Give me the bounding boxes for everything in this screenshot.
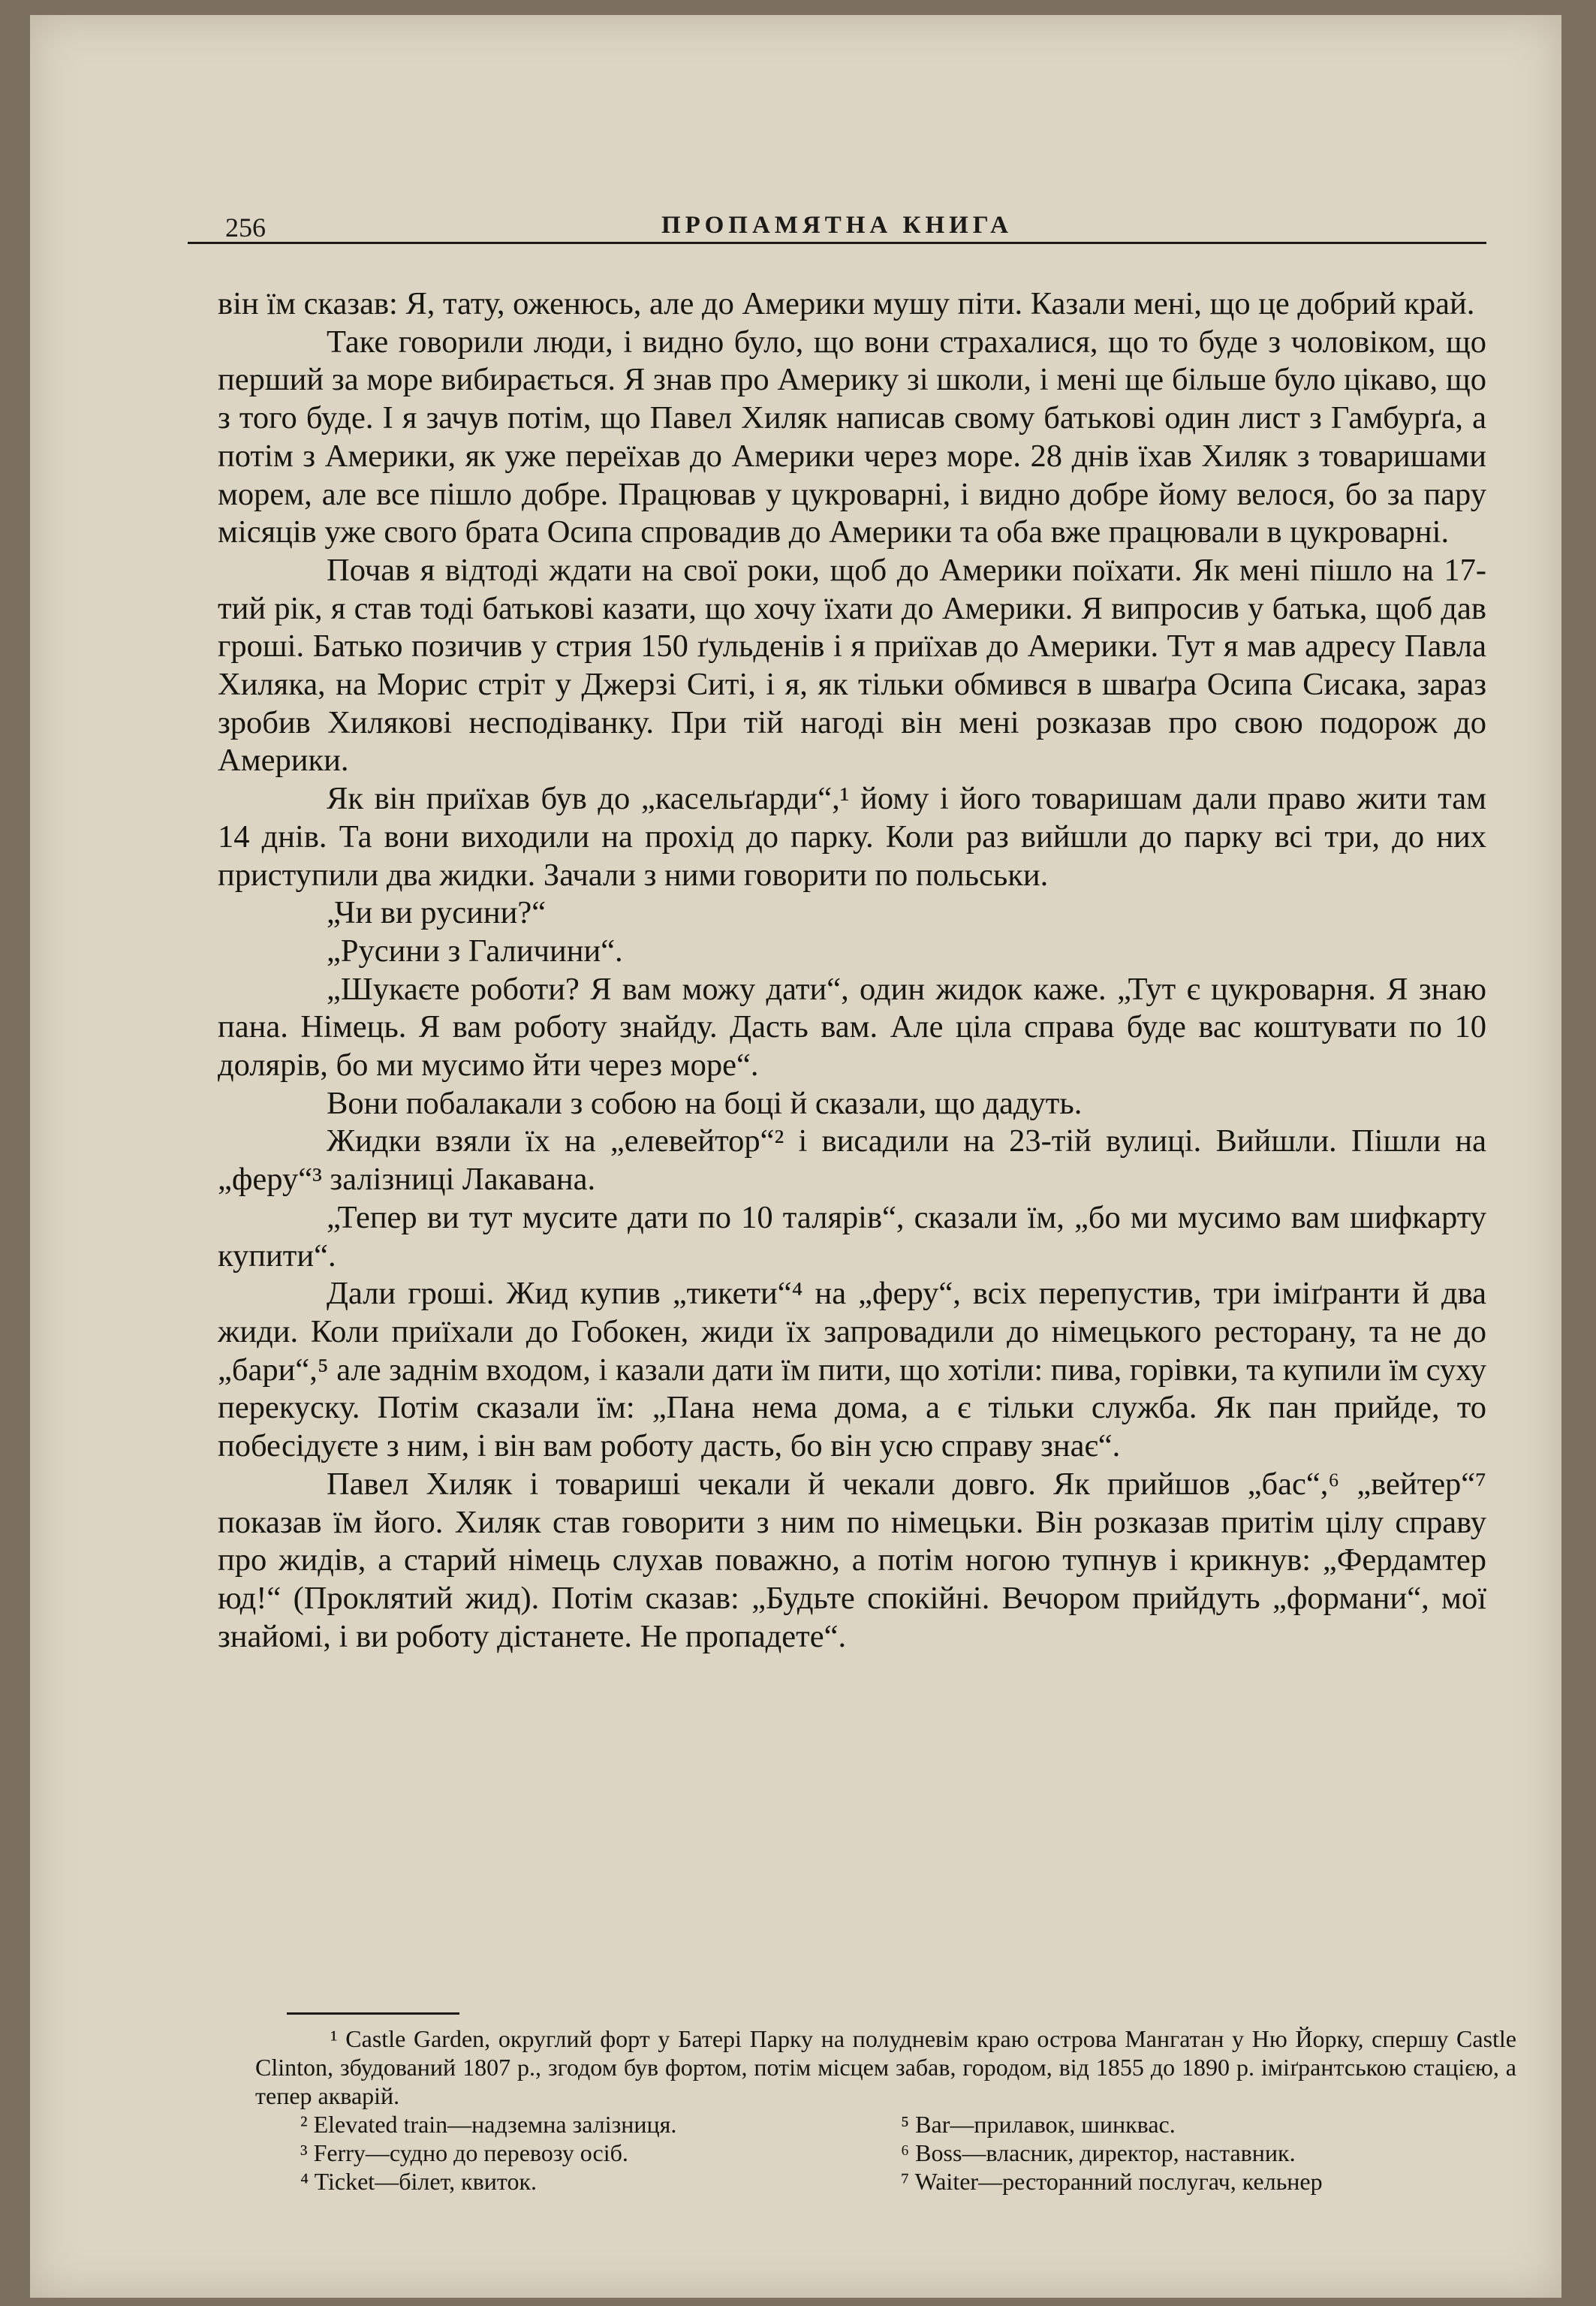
footnote-1: ¹ Castle Garden, округлий форт у Батері Парку на полудневім краю острова Мангатан у Ню Йорку, спершу Castle Clinton, збудований 1807 р., згодом був фортом, потім місцем забав, городом, від 1855 до 1890 р. іміґрантською стацією, а тепер акварій.	[255, 2025, 1516, 2109]
paragraph: Жидки взяли їх на „елевейтор“² і висадили на 23-тій вулиці. Вийшли. Пішли на „феру“³ залізниці Лакавана.	[218, 1123, 1486, 1198]
paragraph: Почав я відтоді ждати на свої роки, щоб до Америки поїхати. Як мені пішло на 17-тий рік, я став тоді батькові казати, що хочу їхати до Америки. Я випросив у батька, щоб дав гроші. Батько позичив у стрия 150 ґульденів і я приїхав до Америки. Тут я мав адресу Павла Хиляка, на Морис стріт у Джерзі Ситі, і я, як тільки обмився в шваґра Осипа Сисака, зараз зробив Хилякові несподіванку. При тій нагоді він мені розказав про свою подорож до Америки.	[218, 552, 1486, 779]
footnote-4: ⁴ Ticket—білет, квиток.	[300, 2168, 537, 2195]
footnote-7: ⁷ Waiter—ресторанний послугач, кельнер	[901, 2168, 1323, 2195]
dialogue-line: „Шукаєте роботи? Я вам можу дати“, один жидок каже. „Тут є цукроварня. Я знаю пана. Німець. Я вам роботу знайду. Дасть вам. Але ціла справа буде вас коштувати по 10 долярів, бо ми мусимо йти через море“.	[218, 971, 1486, 1084]
footnote-5: ⁵ Bar—прилавок, шинквас.	[901, 2111, 1176, 2138]
book-page	[30, 15, 1561, 2298]
page-number: 256	[225, 213, 266, 243]
paragraph: Павел Хиляк і товариші чекали й чекали довго. Як прийшов „бас“,⁶ „вейтер“⁷ показав їм його. Хиляк став говорити з ним по німецьки. Він розказав притім цілу справу про жидів, а старий німець слухав поважно, а потім ногою тупнув і крикнув: „Фердамтер юд!“ (Проклятий жид). Потім сказав: „Будьте спокійні. Вечором прийдуть „формани“, мої знайомі, і ви роботу дістанете. Не пропадете“.	[218, 1466, 1486, 1654]
paragraph: Вони побалакали з собою на боці й сказали, що дадуть.	[327, 1085, 1083, 1121]
dialogue-line: „Тепер ви тут мусите дати по 10 талярів“, сказали їм, „бо ми мусимо вам шифкарту купити“.	[218, 1199, 1486, 1274]
footnote-columns	[255, 2110, 1516, 2196]
paragraph: він їм сказав: Я, тату, оженюсь, але до Америки мушу піти. Казали мені, що це добрий край.	[218, 286, 1475, 321]
footnotes	[255, 2024, 1516, 2196]
footnote-3: ³ Ferry—судно до перевозу осіб.	[300, 2139, 628, 2166]
footnote-column-left	[255, 2110, 893, 2196]
dialogue-line: „Русини з Галичини“.	[327, 933, 623, 969]
footnote-column-right	[893, 2110, 1516, 2196]
dialogue-line: „Чи ви русини?“	[327, 895, 547, 931]
paragraph: Дали гроші. Жид купив „тикети“⁴ на „феру“, всіх перепустив, три іміґранти й два жиди. Коли приїхали до Гобокен, жиди їх запровадили до німецького ресторану, та не до „бари“,⁵ але заднім входом, і казали дати їм пити, що хотіли: пива, горівки, та купили їм суху перекуску. Потім сказали їм: „Пана нема дома, а є тільки служба. Як пан прийде, то побесідуєте з ним, і він вам роботу дасть, бо він усю справу знає“.	[218, 1276, 1486, 1464]
body-text	[218, 285, 1486, 1656]
page-header	[188, 212, 1486, 244]
footnote-6: ⁶ Boss—власник, директор, наставник.	[901, 2139, 1296, 2166]
paragraph: Як він приїхав був до „касельґарди“,¹ йому і його товаришам дали право жити там 14 днів. Та вони виходили на прохід до парку. Коли раз вийшли до парку всі три, до них приступили два жидки. Зачали з ними говорити по польськи.	[218, 781, 1486, 893]
paragraph: Таке говорили люди, і видно було, що вони страхалися, що то буде з чоловіком, що перший за море вибирається. Я знав про Америку зі школи, і мені ще більше було цікаво, що з того буде. І я зачув потім, що Павел Хиляк написав свому батькові один лист з Гамбурґа, а потім з Америки, як уже переїхав до Америки через море. 28 днів їхав Хиляк з товаришами морем, але все пішло добре. Працював у цукроварні, і видно добре йому велося, бо за пару місяців уже свого брата Осипа спровадив до Америки та оба вже працювали в цукроварні.	[218, 324, 1486, 550]
footnote-divider	[287, 2012, 459, 2015]
footnote-2: ² Elevated train—надземна залізниця.	[300, 2111, 677, 2138]
running-title: ПРОПАМЯТНА КНИГА	[661, 212, 1013, 239]
